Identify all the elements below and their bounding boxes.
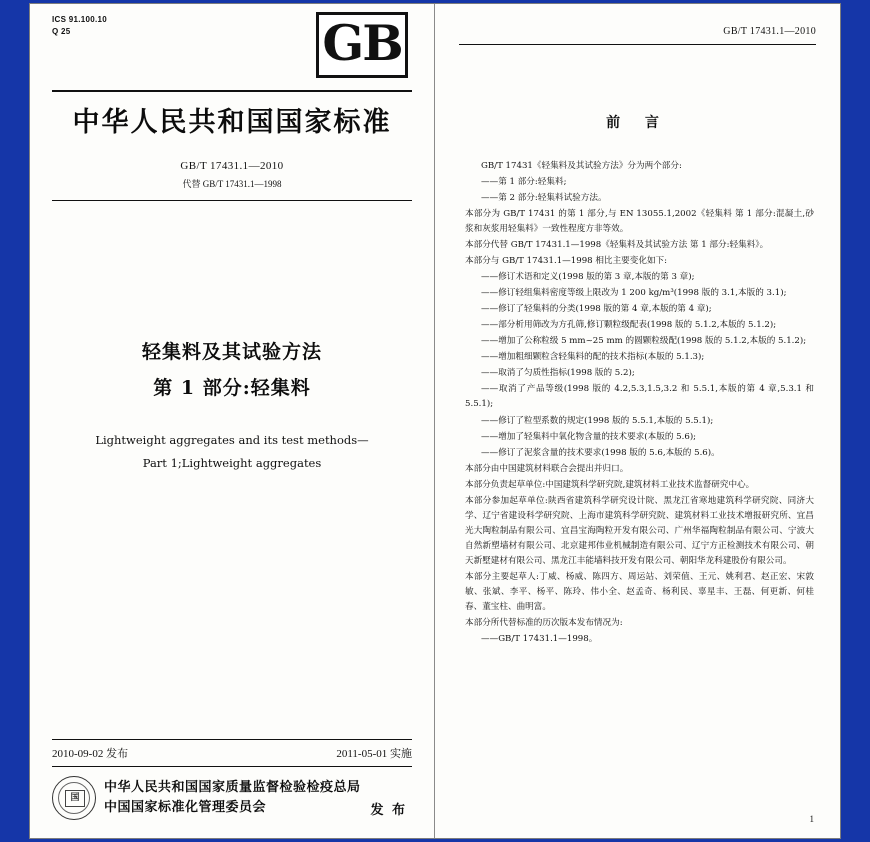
cover-footer-bottom-rule [52,766,412,767]
preface-paragraph: ——增加粗细颗粒含轻集料的配的技术指标(本版的 5.1.3); [481,352,705,363]
page-number: 1 [809,814,814,824]
preface-paragraph: ——修订了泥浆含量的技术要求(1998 版的 5.6,本版的 5.6)。 [481,447,720,458]
preface-paragraph: ——第 2 部分:轻集料试验方法。 [481,193,607,204]
page-preface [435,4,840,838]
ics-classification [52,14,107,38]
document-title-cn-line-2: 第 1 部分:轻集料 [153,377,311,400]
preface-paragraph: ——第 1 部分:轻集料; [481,177,567,188]
document-title-en-line-1: Lightweight aggregates and its test methods— [95,433,369,447]
preface-paragraph: ——修订了粒型系数的规定(1998 版的 5.5.1,本版的 5.5.1); [481,415,714,426]
preface-paragraph: 本部分主要起草人:丁威、杨威、陈四方、周运站、刘荣值、王元、姚利君、赵正宏、宋敦敏、张斌、李平、杨平、陈玲、伟小全、赵孟奇、杨利民、辜星丰、王磊、何更新、何桂春、董宝柱、曲明富。 [465,571,814,612]
document-title-en [30,429,434,475]
seal-inner-text: 国 [65,790,85,807]
preface-header-rule [459,44,816,45]
preface-paragraph: ——GB/T 17431.1—1998。 [481,633,598,644]
document-title-en-line-2: Part 1;Lightweight aggregates [142,456,322,470]
cover-dates [52,745,412,761]
gb-logo [316,12,408,78]
preface-paragraph: ——增加了轻集料中氧化物含量的技术要求(本版的 5.6); [481,431,697,442]
preface-paragraph: 本部分为 GB/T 17431 的第 1 部分,与 EN 13055.1,2002《轻集料 第 1 部分:混凝土,砂浆和灰浆用轻集料》一致性程度方非等效。 [465,209,814,235]
preface-paragraph: 本部分由中国建筑材料联合会提出并归口。 [465,463,629,474]
standard-replaces: 代替 GB/T 17431.1—1998 [182,179,282,189]
standard-number: GB/T 17431.1—2010 [180,160,284,172]
page-cover [30,4,435,838]
preface-header-standard-number: GB/T 17431.1—2010 [723,26,816,37]
document-spread [30,4,840,838]
national-standard-title: 中华人民共和国国家标准 [72,107,392,138]
cover-top-rule [52,90,412,92]
preface-body [465,159,814,648]
preface-paragraph: ——取消了产品等级(1998 版的 4.2,5.3,1.5,3.2 和 5.5.1,本版的第 4 章,5.3.1 和 5.5.1); [465,384,814,410]
preface-paragraph: ——增加了公称粒级 5 mm~25 mm 的圆颗粒级配(1998 版的 5.1.2,本版的 5.1.2); [481,336,807,347]
issue-word: 发 布 [370,803,408,818]
preface-title: 前 言 [606,115,669,131]
gb-logo-text: GB [322,13,402,72]
ics-line-1: ICS 91.100.10 [52,15,108,24]
document-title-cn [30,334,434,406]
preface-paragraph: ——修订了轻集料的分类(1998 版的第 4 章,本版的第 4 章); [481,304,712,315]
preface-paragraph: GB/T 17431《轻集料及其试验方法》分为两个部分: [481,161,682,171]
preface-paragraph: 本部分参加起草单位:陕西省建筑科学研究设计院、黑龙江省寒地建筑科学研究院、同济大学、辽宁省建设科学研究院、上海市建筑科学研究院、建筑材料工业技术增报研究所、宜昌光大陶粒制品有限公司、宜昌宝海陶粒开发有限公司、广州华福陶粒制品有限公司、宁波大自然新塑墙材有限公司、北京建邦伟业机械制造有限公司、辽宁方正检测技术有限公司、朝天新墅建材有限公司、黑龙江丰能墙料技开发有限公司、朝阳华龙科建股份有限公司。 [465,495,814,566]
issuer-names [104,778,361,818]
preface-paragraph: 本部分所代替标准的历次版本发布情况为: [465,617,623,628]
ics-line-2: Q 25 [52,27,71,36]
cover-second-rule [52,200,412,201]
issuer-block [52,776,412,820]
cover-footer-top-rule [52,739,412,740]
issuer-line-2: 中国国家标准化管理委员会 [104,800,267,815]
preface-paragraph: ——部分析用筛改为方孔筛,修订颗粒级配表(1998 版的 5.1.2,本版的 5.1.2); [481,320,777,331]
implement-date: 2011-05-01 实施 [336,748,412,760]
preface-paragraph: 本部分负责起草单位:中国建筑科学研究院,建筑材料工业技术监督研究中心。 [465,479,755,490]
viewer-left-margin [0,0,30,842]
issue-date: 2010-09-02 发布 [52,748,129,760]
preface-paragraph: ——修订轻组集料密度等级上限改为 1 200 kg/m³(1998 版的 3.1,本版的 3.1); [481,288,787,299]
preface-paragraph: 本部分代替 GB/T 17431.1—1998《轻集料及其试验方法 第 1 部分:轻集料》。 [465,240,769,251]
preface-paragraph: 本部分与 GB/T 17431.1—1998 相比主要变化如下: [465,256,668,267]
preface-paragraph: ——取消了匀质性指标(1998 版的 5.2); [481,368,635,379]
preface-paragraph: ——修订术语和定义(1998 版的第 3 章,本版的第 3 章); [481,272,695,283]
document-title-cn-line-1: 轻集料及其试验方法 [141,341,322,363]
issuer-line-1: 中华人民共和国国家质量监督检验检疫总局 [104,779,361,795]
official-seal-icon [52,776,96,820]
